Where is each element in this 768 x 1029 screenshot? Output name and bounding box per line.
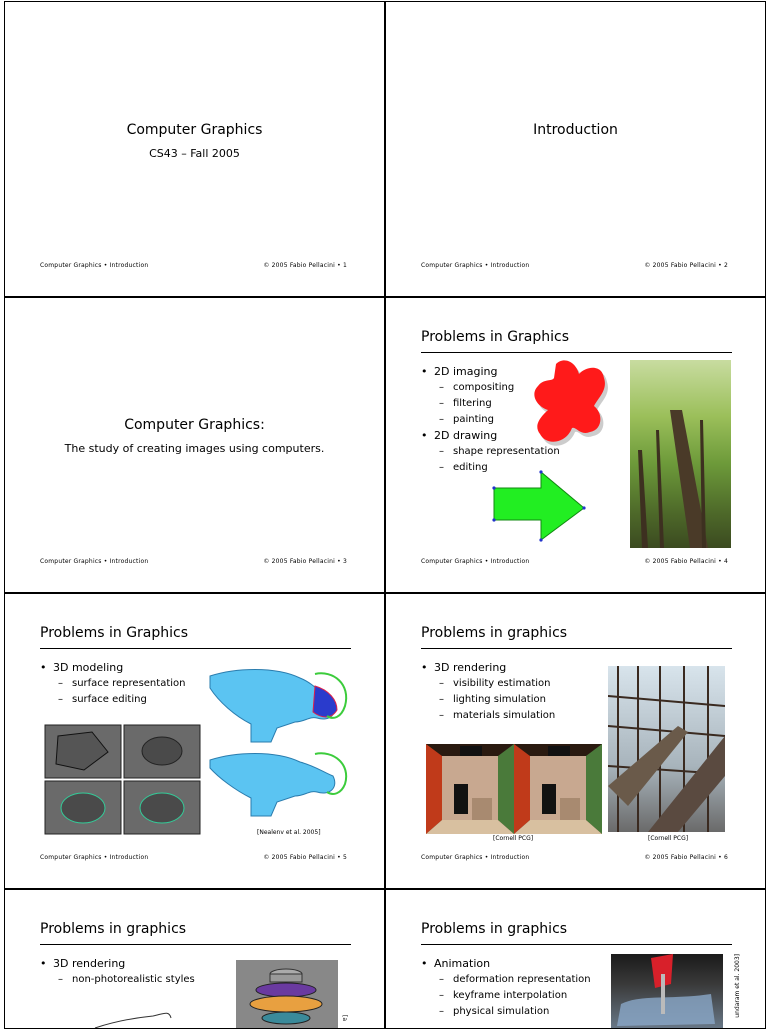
slide-2: [385, 1, 766, 297]
bullet: • 2D drawing: [421, 428, 560, 444]
slide-title: Problems in graphics: [40, 921, 187, 937]
image-caption: [Cornell PCG]: [648, 835, 689, 842]
footer-left: Computer Graphics • Introduction: [40, 854, 149, 861]
sub-bullet: – compositing: [421, 380, 560, 396]
slide-title: Introduction: [533, 122, 618, 138]
image-caption: [Cornell PCG]: [493, 835, 534, 842]
mesh-grid-image: [44, 724, 201, 835]
slide-6: [385, 593, 766, 889]
vertical-caption: undaram et al. 2003]: [734, 954, 741, 1018]
pen-drawing-image: [93, 1008, 183, 1029]
animation-render-image: [611, 954, 723, 1029]
sub-bullet: – visibility estimation: [421, 676, 555, 692]
slide-title: Computer Graphics: [126, 122, 263, 138]
npr-render-image: [236, 960, 338, 1029]
camel-head-image: [205, 666, 355, 826]
slide-subtitle: The study of creating images using computers.: [64, 442, 325, 455]
slide-title: Problems in graphics: [421, 625, 568, 641]
title-rule: [40, 944, 351, 945]
sub-bullet: – physical simulation: [421, 1004, 591, 1020]
staircase-render-image: [608, 666, 725, 832]
bullet-list: [421, 956, 591, 1020]
slide-7: [4, 889, 385, 1029]
forest-photo: [630, 360, 731, 548]
slide-title: Problems in Graphics: [421, 329, 570, 345]
footer-left: Computer Graphics • Introduction: [421, 854, 530, 861]
slide-title: Problems in graphics: [421, 921, 568, 937]
green-arrow-image: [484, 468, 592, 544]
sub-bullet: – lighting simulation: [421, 692, 555, 708]
sub-bullet: – deformation representation: [421, 972, 591, 988]
slide-subtitle: CS43 – Fall 2005: [149, 147, 240, 160]
bullet: • 3D rendering: [40, 956, 195, 972]
title-rule: [421, 648, 732, 649]
footer-left: Computer Graphics • Introduction: [40, 262, 149, 269]
vertical-caption: [a: [341, 1015, 348, 1022]
slide-4: [385, 297, 766, 593]
title-rule: [40, 648, 351, 649]
slide-title: Problems in Graphics: [40, 625, 189, 641]
cornell-box-renders-image: [426, 744, 602, 834]
footer-left: Computer Graphics • Introduction: [421, 262, 530, 269]
footer-right: © 2005 Fabio Pellacini • 2: [644, 262, 728, 269]
bullet: • 3D rendering: [421, 660, 555, 676]
footer-right: © 2005 Fabio Pellacini • 5: [263, 854, 347, 861]
sub-bullet: – keyframe interpolation: [421, 988, 591, 1004]
slide-8: [385, 889, 766, 1029]
slide-5: [4, 593, 385, 889]
bullet-list: [40, 660, 185, 708]
footer-right: © 2005 Fabio Pellacini • 3: [263, 558, 347, 565]
footer-right: © 2005 Fabio Pellacini • 6: [644, 854, 728, 861]
slide-3: [4, 297, 385, 593]
bullet-list: [421, 660, 555, 724]
sub-bullet: – shape representation: [421, 444, 560, 460]
sub-bullet: – non-photorealistic styles: [40, 972, 195, 988]
footer-left: Computer Graphics • Introduction: [40, 558, 149, 565]
sub-bullet: – surface editing: [40, 692, 185, 708]
footer-right: © 2005 Fabio Pellacini • 4: [644, 558, 728, 565]
bullet-list: [40, 956, 195, 988]
title-rule: [421, 944, 732, 945]
title-rule: [421, 352, 732, 353]
footer-right: © 2005 Fabio Pellacini • 1: [263, 262, 347, 269]
red-blob-image: [524, 354, 624, 454]
sub-bullet: – editing: [421, 460, 560, 476]
bullet: • Animation: [421, 956, 591, 972]
slide-1: [4, 1, 385, 297]
sub-bullet: – materials simulation: [421, 708, 555, 724]
sub-bullet: – surface representation: [40, 676, 185, 692]
image-caption: [Nealenv et al. 2005]: [257, 829, 321, 836]
sub-bullet: – painting: [421, 412, 560, 428]
bullet: • 3D modeling: [40, 660, 185, 676]
sub-bullet: – filtering: [421, 396, 560, 412]
bullet: • 2D imaging: [421, 364, 560, 380]
slide-title: Computer Graphics:: [124, 417, 265, 433]
footer-left: Computer Graphics • Introduction: [421, 558, 530, 565]
